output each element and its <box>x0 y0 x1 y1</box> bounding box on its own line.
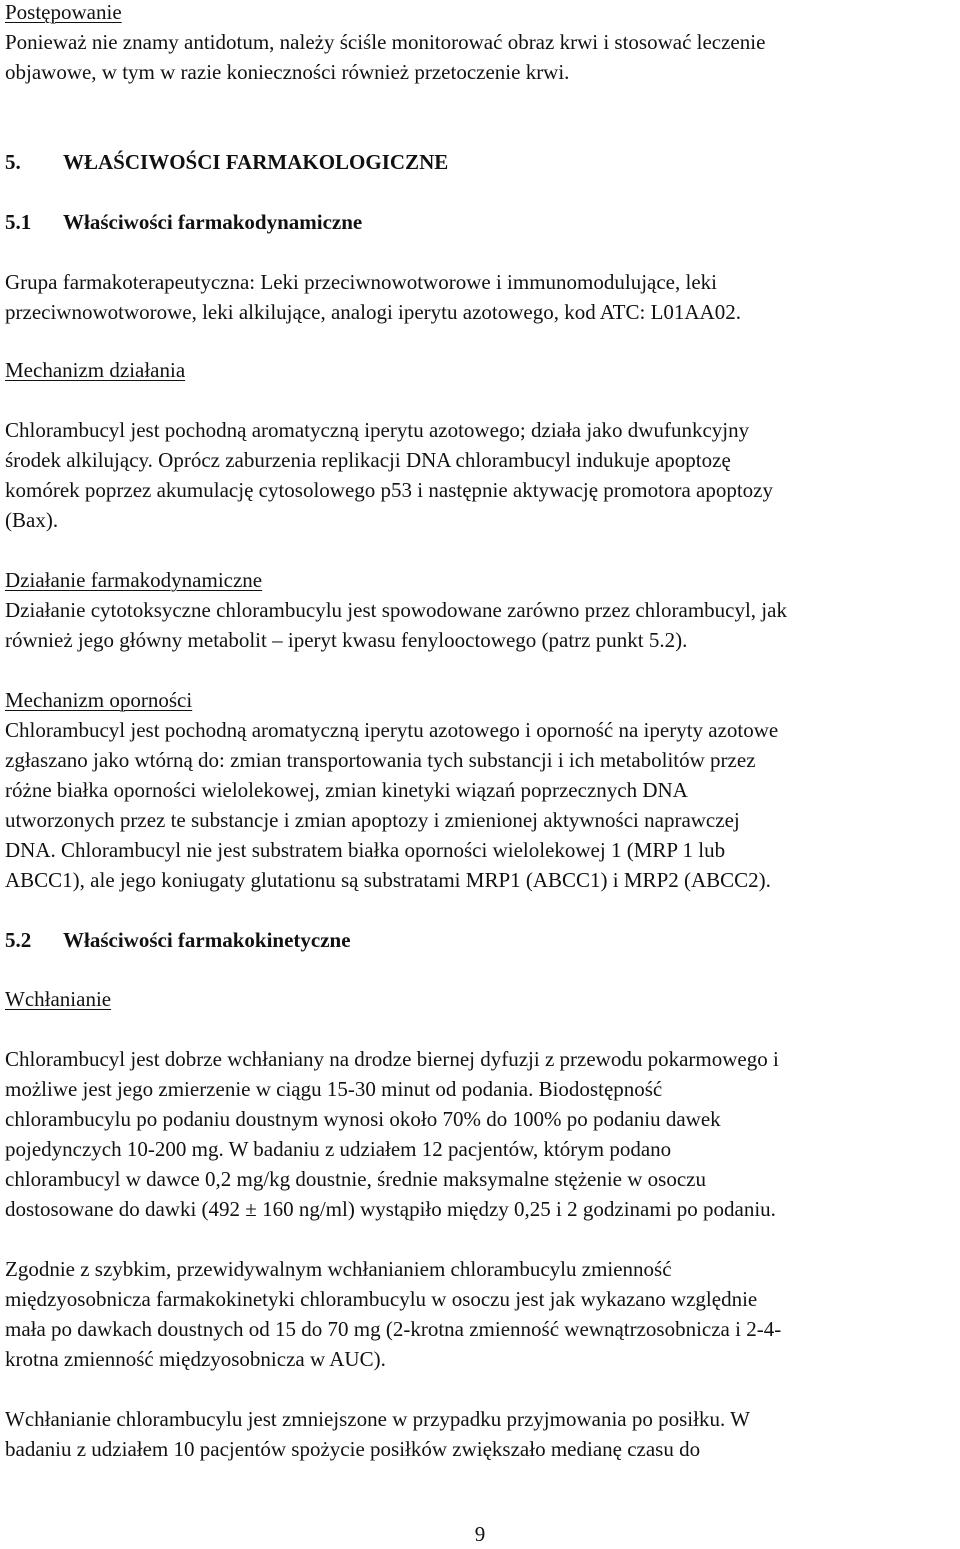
section-5-2-title: Właściwości farmakokinetyczne <box>63 928 351 952</box>
absorption-para1-line-4: pojedynczych 10-200 mg. W badaniu z udziałem 12 pacjentów, którym podano <box>5 1137 672 1161</box>
absorption-para1-line-6: dostosowane do dawki (492 ± 160 ng/ml) wystąpiło między 0,25 i 2 godzinami po podaniu. <box>5 1197 776 1221</box>
section-5-1-heading <box>5 207 362 237</box>
mechanism-line-1: Chlorambucyl jest pochodną aromatyczną iperytu azotowego; działa jako dwufunkcyjny <box>5 418 750 442</box>
absorption-para3-line-1: Wchłanianie chlorambucylu jest zmniejszone w przypadku przyjmowania po posiłku. W <box>5 1407 750 1431</box>
mechanism-line-3: komórek poprzez akumulację cytosolowego p53 i następnie aktywację promotora apoptozy <box>5 478 773 502</box>
page-number: 9 <box>474 1522 486 1546</box>
section-5-2-heading <box>5 925 351 955</box>
absorption-para1-line-2: możliwe jest jego zmierzenie w ciągu 15-30 minut od podania. Biodostępność <box>5 1077 663 1101</box>
absorption-para1-line-5: chlorambucyl w dawce 0,2 mg/kg doustnie, średnie maksymalne stężenie w osoczu <box>5 1167 706 1191</box>
mechanism-heading: Mechanizm działania <box>5 358 186 382</box>
absorption-para3-line-2: badaniu z udziałem 10 pacjentów spożycie posiłków zwiększało medianę czasu do <box>5 1437 701 1461</box>
absorption-para2-line-3: mała po dawkach doustnych od 15 do 70 mg (2-krotna zmienność wewnątrzosobnicza i 2-4- <box>5 1317 782 1341</box>
pharmacodynamic-line-1: Działanie cytotoksyczne chlorambucylu jest spowodowane zarówno przez chlorambucyl, jak <box>5 598 787 622</box>
pharmacodynamic-line-2: również jego główny metabolit – iperyt kwasu fenylooctowego (patrz punkt 5.2). <box>5 628 688 652</box>
atc-group-line-2: przeciwnowotworowe, leki alkilujące, analogi iperytu azotowego, kod ATC: L01AA02. <box>5 300 741 324</box>
absorption-para1-line-1: Chlorambucyl jest dobrze wchłaniany na drodze biernej dyfuzji z przewodu pokarmowego i <box>5 1047 779 1071</box>
section-5-1-number: 5.1 <box>5 210 32 234</box>
absorption-heading: Wchłanianie <box>5 987 112 1011</box>
resistance-line-1: Chlorambucyl jest pochodną aromatyczną iperytu azotowego i oporność na iperyty azotowe <box>5 718 779 742</box>
mechanism-line-2: środek alkilujący. Oprócz zaburzenia replikacji DNA chlorambucyl indukuje apoptozę <box>5 448 731 472</box>
absorption-para2-line-4: krotna zmienność międzyosobnicza w AUC). <box>5 1347 386 1371</box>
absorption-para1-line-3: chlorambucylu po podaniu doustnym wynosi około 70% do 100% po podaniu dawek <box>5 1107 721 1131</box>
absorption-para2-line-2: międzyosobnicza farmakokinetyki chlorambucylu w osoczu jest jak wykazano względnie <box>5 1287 758 1311</box>
resistance-line-5: DNA. Chlorambucyl nie jest substratem białka oporności wielolekowej 1 (MRP 1 lub <box>5 838 726 862</box>
resistance-line-2: zgłaszano jako wtórną do: zmian transportowania tych substancji i ich metabolitów przez <box>5 748 756 772</box>
postepowanie-line-1: Ponieważ nie znamy antidotum, należy ściśle monitorować obraz krwi i stosować leczenie <box>5 30 766 54</box>
pharmacodynamic-heading: Działanie farmakodynamiczne <box>5 568 263 592</box>
resistance-heading: Mechanizm oporności <box>5 688 193 712</box>
section-5-title: WŁAŚCIWOŚCI FARMAKOLOGICZNE <box>63 150 449 174</box>
atc-group-line-1: Grupa farmakoterapeutyczna: Leki przeciwnowotworowe i immunomodulujące, leki <box>5 270 717 294</box>
resistance-line-4: utworzonych przez te substancje i zmian apoptozy i zmienionej aktywności naprawczej <box>5 808 740 832</box>
section-5-2-number: 5.2 <box>5 928 32 952</box>
postepowanie-heading: Postępowanie <box>5 0 122 24</box>
resistance-line-6: ABCC1), ale jego koniugaty glutationu są substratami MRP1 (ABCC1) i MRP2 (ABCC2). <box>5 868 771 892</box>
section-5-1-title: Właściwości farmakodynamiczne <box>63 210 363 234</box>
section-5-number: 5. <box>5 150 21 174</box>
mechanism-line-4: (Bax). <box>5 508 59 532</box>
postepowanie-line-2: objawowe, w tym w razie konieczności również przetoczenie krwi. <box>5 60 570 84</box>
absorption-para2-line-1: Zgodnie z szybkim, przewidywalnym wchłanianiem chlorambucylu zmienność <box>5 1257 672 1281</box>
section-5-heading <box>5 147 448 177</box>
resistance-line-3: różne białka oporności wielolekowej, zmian kinetyki wiązań poprzecznych DNA <box>5 778 688 802</box>
